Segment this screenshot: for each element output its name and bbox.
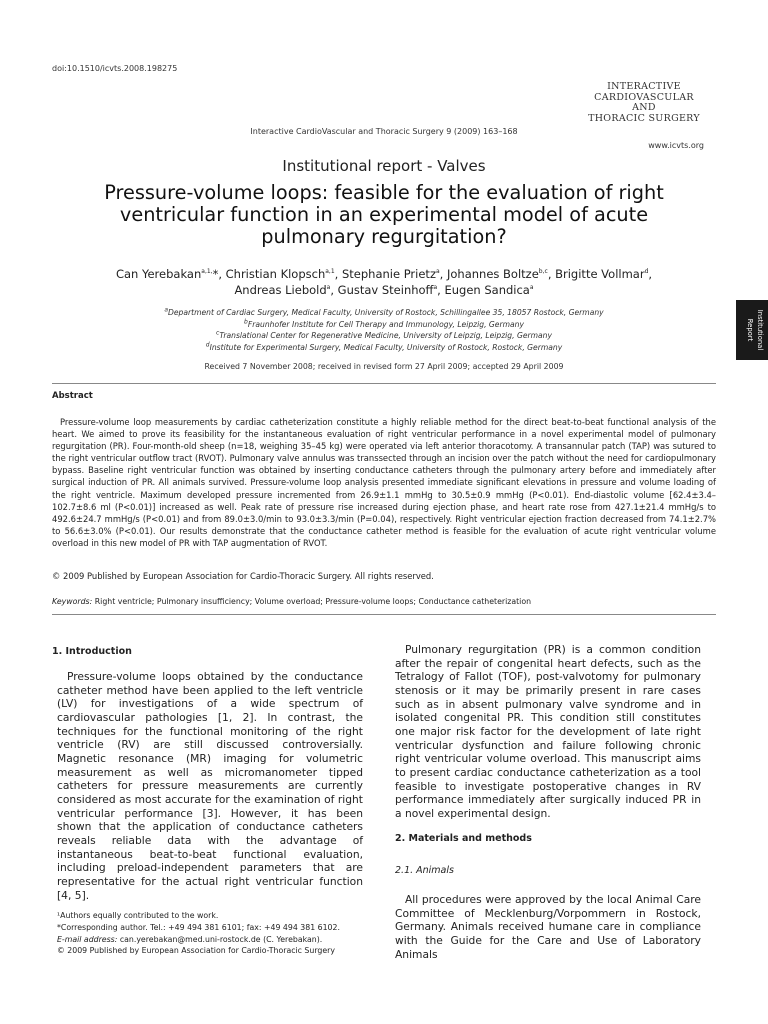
affiliation-item: $^a$Department of Cardiac Surgery, Medical Faculty, University of Rostock, Schillingallee 35, 18057 Rostock, Germany bbox=[164, 306, 604, 317]
footnote-email: E-mail address: can.yerebakan@med.uni-rostock.de (C. Yerebakan). bbox=[57, 934, 323, 944]
journal-website: www.icvts.org bbox=[648, 141, 704, 150]
affiliation-list bbox=[100, 307, 668, 353]
author-line-1 bbox=[60, 266, 708, 282]
paper-title: Pressure-volume loops: feasible for the evaluation of right ventricular function in an experimental model of acute pulmonary regurgitation? bbox=[104, 181, 664, 248]
doi-text: doi:10.1510/icvts.2008.198275 bbox=[52, 64, 178, 73]
author-affiliation-mark: a bbox=[326, 284, 331, 292]
side-tab-label: Institutional Report bbox=[746, 309, 764, 351]
journal-citation: Interactive CardioVascular and Thoracic Surgery 9 (2009) 163–168 bbox=[250, 127, 518, 136]
author-affiliation-mark: b,c bbox=[538, 268, 548, 276]
animals-paragraph: All procedures were approved by the local Animal Care Committee of Mecklenburg/Vorpommern in Rostock, Germany. Animals received humane care in compliance with the Guide for the Care and Use of Laboratory Animals bbox=[395, 893, 701, 961]
abstract-heading: Abstract bbox=[52, 391, 93, 401]
footnote: ¹Authors equally contributed to the work. bbox=[57, 911, 219, 920]
section-heading-introduction: 1. Introduction bbox=[52, 646, 132, 657]
introduction-paragraph: Pressure-volume loops obtained by the conductance catheter method have been applied to the left ventricle (LV) for investigations of a wide spectrum of cardiovascular pathologies [1, 2]. In contrast, the techniques for the functional monitoring of the right ventricle (RV) are still discussed controversially. Magnetic resonance (MR) imaging for volumetric measurement as well as micromanometer tipped catheters for pressure measurements are currently considered as most accurate for the examination of right ventricular performance [3]. However, it has been shown that the application of conductance catheters reveals reliable data with the advantage of instantaneous beat-to-beat functional evaluation, including preload-independent parameters that are representative for the actual right ventricular function [4, 5]. bbox=[57, 670, 363, 902]
journal-logo-line: THORACIC SURGERY bbox=[588, 112, 700, 124]
divider bbox=[52, 383, 716, 384]
subsection-heading-animals: 2.1. Animals bbox=[395, 865, 454, 876]
pulmonary-regurgitation-paragraph: Pulmonary regurgitation (PR) is a common condition after the repair of congenital heart defects, such as the Tetralogy of Fallot (TOF), post-valvotomy for pulmonary stenosis or it may be primarily present in rare cases such as in absent pulmonary valve syndrome and in isolated congenital PR. This condition still constitutes one major risk factor for the development of late right ventricular dysfunction and failure following chronic right ventricular volume overload. This manuscript aims to present cardiac conductance catheterization as a tool feasible to investigate postoperative changes in RV performance immediately after surgically induced PR in a novel experimental design. bbox=[395, 643, 701, 820]
author-name: *, Christian Klopsch bbox=[212, 267, 326, 281]
author-name: Can Yerebakan bbox=[115, 267, 202, 281]
divider bbox=[52, 614, 716, 615]
abstract-copyright: © 2009 Published by European Association for Cardio-Thoracic Surgery. All rights reserved. bbox=[52, 571, 434, 581]
footnote-copyright: © 2009 Published by European Association for Cardio-Thoracic Surgery bbox=[57, 946, 335, 956]
author-affiliation-mark: a,1 bbox=[325, 268, 335, 276]
keywords bbox=[52, 597, 531, 606]
section-heading-methods: 2. Materials and methods bbox=[395, 833, 532, 844]
author-list bbox=[60, 266, 708, 298]
author-name: , Brigitte Vollmar bbox=[547, 267, 645, 281]
author-affiliation-mark: a bbox=[433, 284, 438, 292]
section-side-tab bbox=[736, 300, 768, 360]
author-line-2 bbox=[60, 282, 708, 298]
author-separator: , bbox=[648, 267, 653, 281]
footnote: *Corresponding author. Tel.: +49 494 381 6101; fax: +49 494 381 6102. bbox=[57, 922, 340, 932]
footnotes bbox=[57, 910, 363, 957]
affiliation-item: $^b$Fraunhofer Institute for Cell Therapy and Immunology, Leipzig, Germany bbox=[244, 317, 524, 329]
received-dates: Received 7 November 2008; received in revised form 27 April 2009; accepted 29 April 2009 bbox=[204, 362, 564, 371]
keywords-label: Keywords: bbox=[52, 597, 93, 606]
author-name: , Johannes Boltze bbox=[439, 267, 539, 281]
journal-logo-line: INTERACTIVE bbox=[607, 81, 681, 92]
keywords-list: Right ventricle; Pulmonary insufficiency; Volume overload; Pressure-volume loops; Conductance catheterization bbox=[94, 597, 532, 606]
journal-logo bbox=[584, 82, 704, 124]
author-affiliation-mark: a,1, bbox=[201, 268, 213, 276]
journal-logo-line: CARDIOVASCULAR AND bbox=[594, 91, 694, 113]
affiliation-item: $^c$Translational Center for Regenerative Medicine, University of Leipzig, Leipzig, Germany bbox=[216, 329, 552, 340]
abstract-body: Pressure-volume loop measurements by cardiac catheterization constitute a highly reliable method for the direct beat-to-beat functional analysis of the heart. We aimed to prove its feasibility for the instantaneous evaluation of right ventricular performance in a novel experimental model of pulmonary regurgitation (PR). Four-month-old sheep (n=18, weighing 35–45 kg) were operated via left anterior thoracotomy. A transannular patch (TAP) was sutured to the right ventricular outflow tract (RVOT). Pulmonary valve annulus was transsected through an incision over the patch without the need for cardiopulmonary bypass. Baseline right ventricular function was obtained by inserting conductance catheters through the pulmonary artery before and immediately after surgical induction of PR. All animals survived. Pressure-volume loop analysis presented immediate significant elevations in pressure and volume loading of the right ventricle. Maximum developed pressure incremented from 26.9±1.1 mmHg to 30.5±0.9 mmHg (P<0.01). End-diastolic volume [62.4±3.4–102.7±8.6 ml (P<0.01)] increased as well. Peak rate of pressure rise increased during ejection phase, and heart rate rose from 427.1±21.4 mmHg/s to 492.6±24.7 mmHg/s (P<0.01) and from 89.0±3.0/min to 93.0±3.3/min (P=0.04), respectively. Right ventricular ejection fraction decreased from 74.1±2.7% to 56.6±3.0% (P<0.01). Our results demonstrate that the conductance catheter method is feasible for the evaluation of acute right ventricular volume overload in this new model of PR with TAP augmentation of RVOT. bbox=[52, 417, 716, 548]
author-affiliation-mark: d bbox=[644, 268, 649, 276]
author-affiliation-mark: a bbox=[529, 284, 534, 292]
author-name: Andreas Liebold bbox=[234, 283, 327, 297]
section-label: Institutional report - Valves bbox=[282, 157, 486, 175]
author-name: , Gustav Steinhoff bbox=[330, 283, 434, 297]
author-name: , Stephanie Prietz bbox=[334, 267, 436, 281]
author-name: , Eugen Sandica bbox=[437, 283, 530, 297]
affiliation-item: $^d$Institute for Experimental Surgery, Medical Faculty, University of Rostock, Rostock, Germany bbox=[205, 340, 563, 352]
author-affiliation-mark: a bbox=[435, 268, 440, 276]
